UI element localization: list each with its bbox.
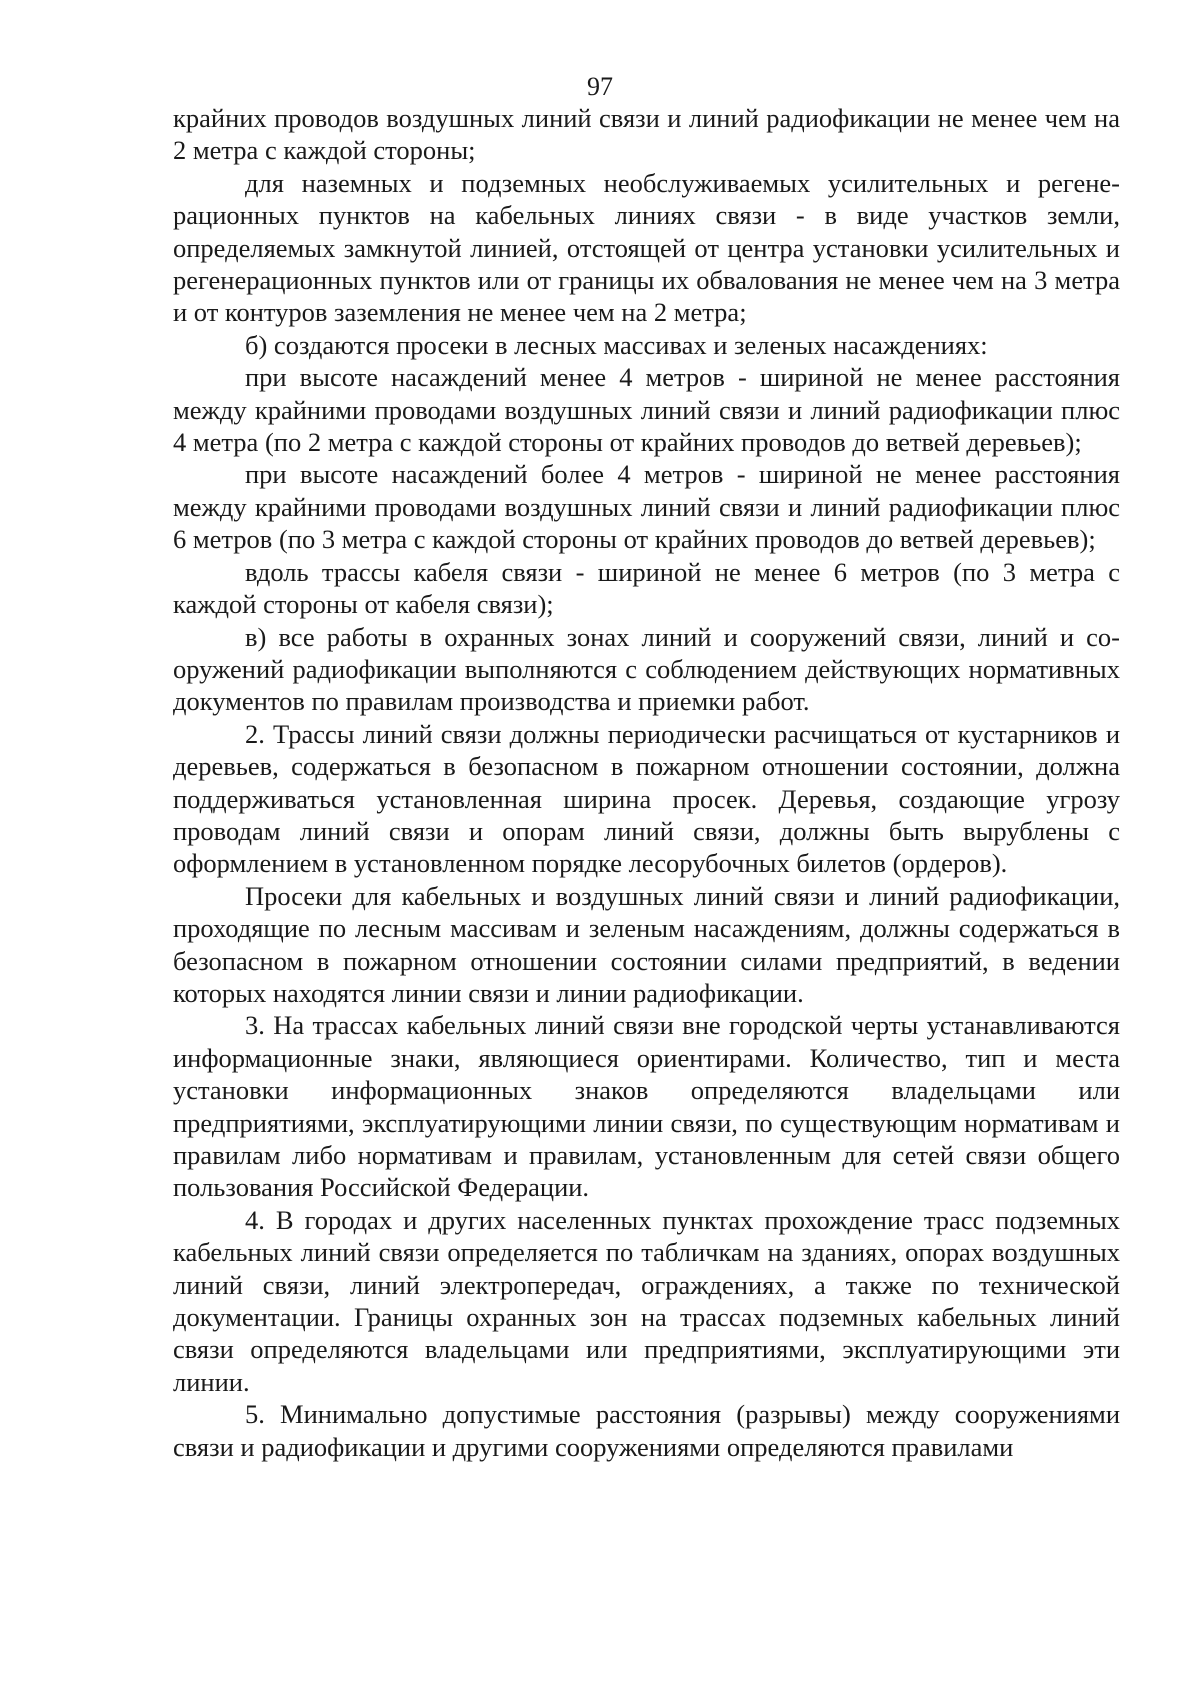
document-body: [173, 102, 1120, 1463]
paragraph-item-2: 2. Трассы линий связи должны периодически расчищаться от кустарников и деревьев, содержаться в безопасном в пожарном отношении состоянии, должна поддерживаться установленная ширина просек. Деревья, создающие угрозу проводам линий связи и опорам линий связи, должны быть вырублены с оформлением в установленном порядке лесорубочных билетов (ордеров).: [173, 718, 1120, 879]
paragraph-item-5: 5. Минимально допустимые расстояния (разрывы) между сооружениями связи и радиофикации и другими сооружениями определяются правилами: [173, 1399, 1120, 1462]
page-number: 97: [587, 72, 613, 101]
paragraph-item-3: 3. На трассах кабельных линий связи вне городской черты устанавливаются информационные знаки, являющиеся ориентирами. Количество, тип и места установки информационных знаков определяются владельцами или предприятиями, эксплуатирующими линии связи, по существующим нормативам и правилам либо нормативам и правилам, установленным для сетей связи общего пользования Российской Федерации.: [173, 1010, 1120, 1203]
paragraph-regeneration-points: для наземных и подземных необслуживаемых усилительных и регенерационных пунктов на кабельных линиях связи - в виде участков земли, определяемых замкнутой линией, отстоящей от центра установки усилительных и регенерационных пунктов или от границы их обвалования не менее чем на 3 метра и от контуров заземления не менее чем на 2 метра;: [173, 167, 1120, 328]
paragraph-height-over-4m: при высоте насаждений более 4 метров - шириной не менее расстояния между крайними проводами воздушных линий связи и линий радиофикации плюс 6 метров (по 3 метра с каждой стороны от крайних проводов до ветвей деревьев);: [173, 459, 1120, 555]
paragraph-clearings-maintenance: Просеки для кабельных и воздушных линий связи и линий радиофикации, проходящие по лесным массивам и зеленым насаждениям, должны содержаться в безопасном в пожарном отношении состоянии силами предприятий, в ведении которых находятся линии связи и линии радиофикации.: [173, 880, 1120, 1008]
paragraph-cable-route: вдоль трассы кабеля связи - шириной не менее 6 метров (по 3 метра с каждой стороны от кабеля связи);: [173, 556, 1120, 620]
paragraph-height-under-4m: при высоте насаждений менее 4 метров - шириной не менее расстояния между крайними проводами воздушных линий связи и линий радиофикации плюс 4 метра (по 2 метра с каждой стороны от крайних проводов до ветвей деревьев);: [173, 362, 1120, 458]
paragraph-clearings: б) создаются просеки в лесных массивах и зеленых насаждениях:: [245, 329, 988, 360]
paragraph-item-4: 4. В городах и других населенных пунктах прохождение трасс подземных кабельных линий связи определяется по табличкам на зданиях, опорах воздушных линий связи, линий электропередач, ограждениях, а также по технической документации. Границы охранных зон на трассах подземных кабельных линий связи определяются владельцами или предприятиями, эксплуатирующими эти линии.: [173, 1204, 1120, 1397]
paragraph-continuation: крайних проводов воздушных линий связи и линий радиофикации не менее чем на 2 метра с каждой стороны;: [173, 103, 1120, 166]
paragraph-works-in-zones: в) все работы в охранных зонах линий и сооружений связи, линий и сооружений радиофикации выполняются с соблюдением действующих нормативных документов по правилам производства и приемки работ.: [173, 621, 1120, 717]
